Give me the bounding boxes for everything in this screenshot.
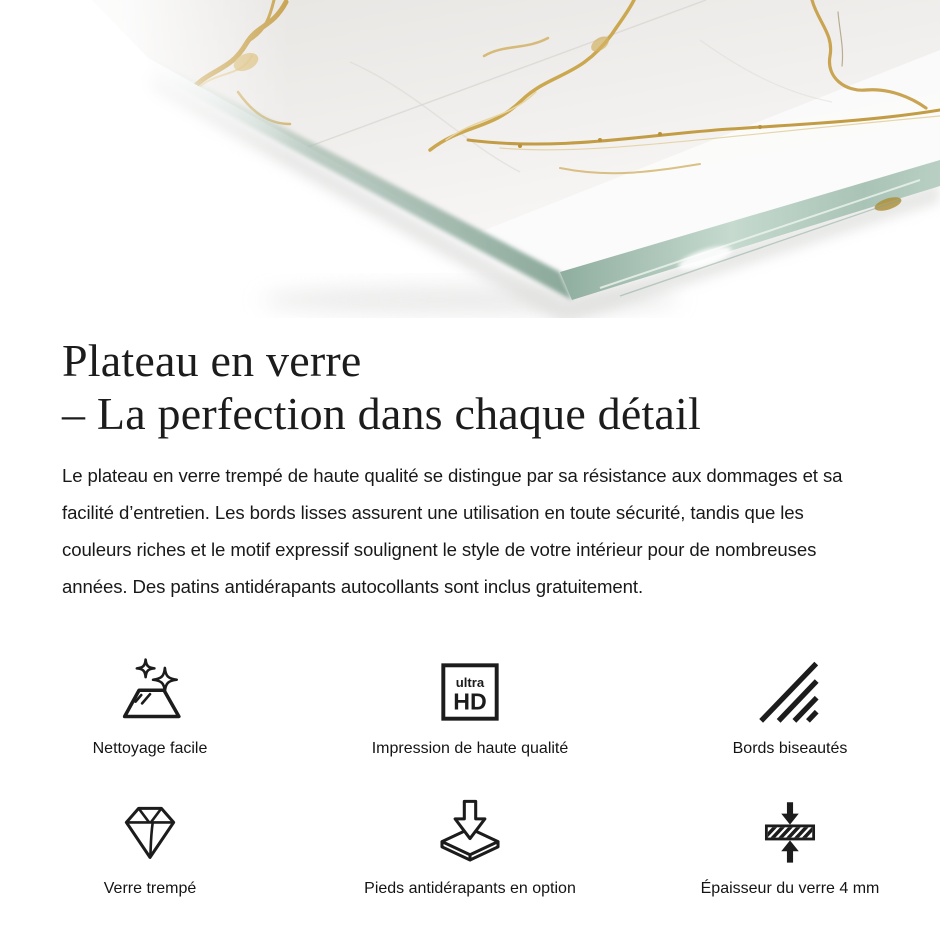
marble-glass-panel-illustration (0, 0, 940, 318)
ultra-hd-icon (435, 657, 505, 727)
product-description: Le plateau en verre trempé de haute qualité se distingue par sa résistance aux dommages et sa facilité d’entretien. Les bords lisses assurent une utilisation en toute sécurité, tandis que les couleurs riches et le motif expressif soulignent le style de votre intérieur pour de nombreuses années. Des patins antidérapants autocollants sont inclus gratuitement. (62, 465, 843, 597)
feature-label: Nettoyage facile (92, 740, 208, 757)
feature-antislip-feet (364, 797, 576, 899)
feature-beveled-edges (733, 657, 848, 759)
arrow-into-tray-icon (435, 797, 505, 867)
sparkle-surface-icon-svg (115, 657, 185, 727)
feature-label: Épaisseur du verre 4 mm (700, 880, 880, 897)
glass-thickness-icon (755, 797, 825, 867)
feature-label: Impression de haute qualité (371, 740, 569, 757)
diamond-icon (115, 797, 185, 867)
feature-label: Bords biseautés (732, 740, 848, 757)
ultra-hd-icon-svg (435, 657, 505, 727)
feature-label: Pieds antidérapants en option (364, 880, 576, 897)
feature-tempered-glass (104, 797, 196, 899)
sparkle-surface-icon (115, 657, 185, 727)
page-title (62, 334, 940, 440)
beveled-edges-icon-svg (755, 657, 825, 727)
feature-glass-thickness (701, 797, 880, 899)
ultra-hd-badge-top: ultra (455, 674, 485, 690)
feature-easy-cleaning (93, 657, 208, 759)
diamond-icon-svg (115, 797, 185, 867)
title-line2: – La perfection dans chaque détail (62, 388, 702, 439)
ultra-hd-badge-bottom: HD (453, 688, 487, 715)
product-photo-marble-glass (0, 0, 940, 318)
feature-grid (0, 657, 940, 899)
feature-label: Verre trempé (103, 880, 197, 897)
title-line1: Plateau en verre (62, 335, 362, 386)
arrow-into-tray-icon-svg (435, 797, 505, 867)
feature-print-quality (372, 657, 569, 759)
glass-thickness-icon-svg (755, 797, 825, 867)
beveled-edges-icon (755, 657, 825, 727)
